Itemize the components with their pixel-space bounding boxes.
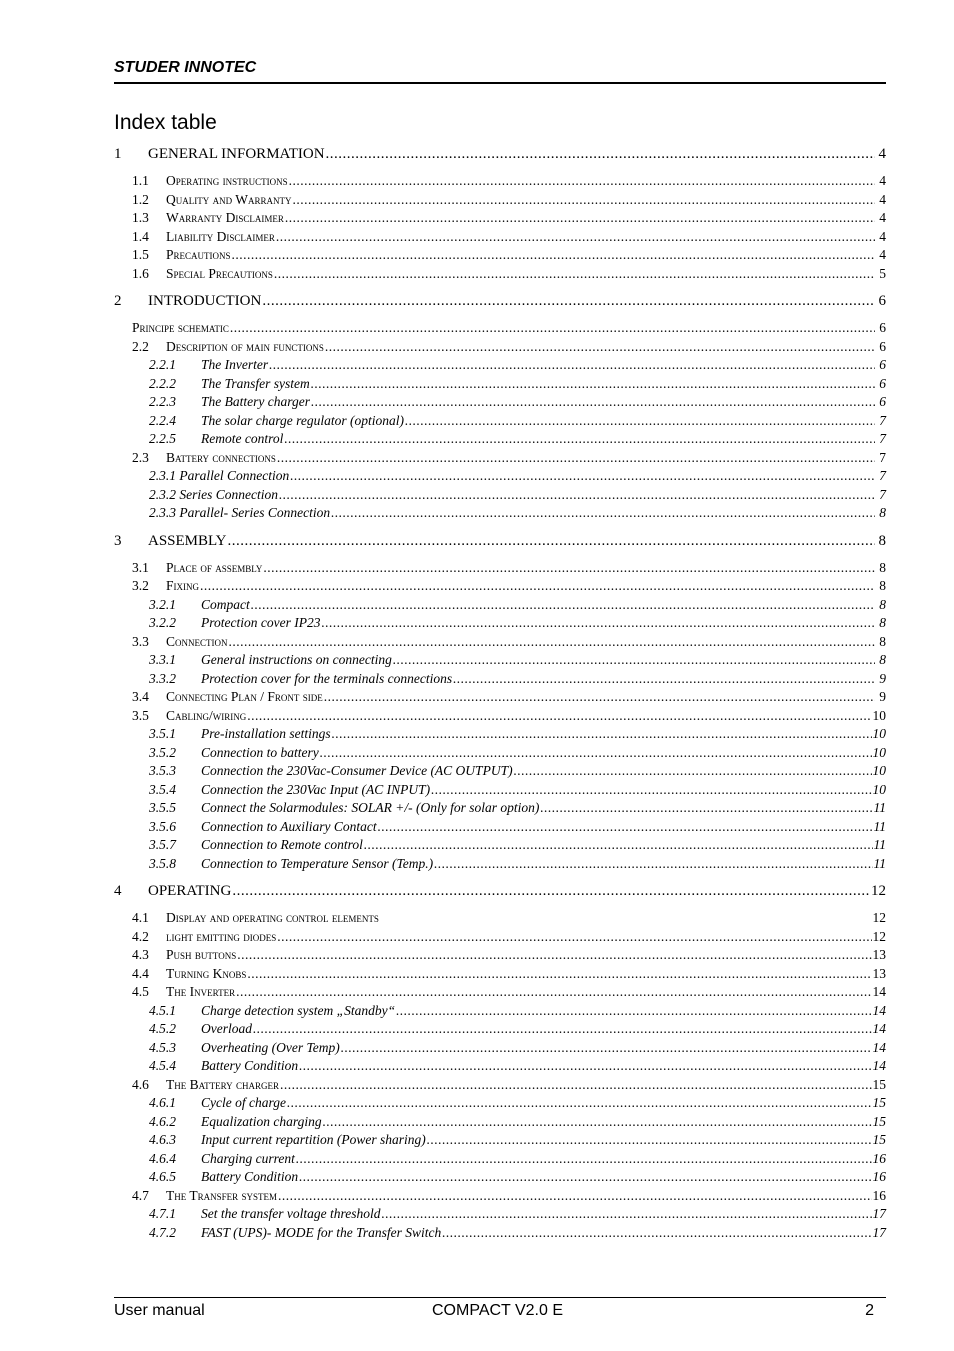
- page-header: [114, 58, 886, 84]
- toc-leader-dots: [277, 449, 875, 468]
- toc-entry-title: Charge detection system „Standby“: [201, 1002, 396, 1018]
- toc-entry-number: 2.3: [132, 449, 149, 465]
- toc-entry[interactable]: [114, 909, 886, 928]
- toc-entry-title: ASSEMBLY: [148, 532, 227, 549]
- toc-leader-dots: [290, 467, 875, 486]
- toc-entry-title: FAST (UPS)- MODE for the Transfer Switch: [201, 1224, 442, 1240]
- toc-entry-number: 3.5.3: [149, 763, 176, 778]
- toc-leader-dots: [393, 651, 875, 670]
- toc-entry[interactable]: [114, 1039, 886, 1058]
- toc-entry-page: 12: [871, 883, 886, 899]
- toc-entry-page: 11: [873, 818, 886, 834]
- toc-entry-page: 9: [879, 670, 886, 686]
- toc-entry[interactable]: [114, 319, 886, 338]
- toc-entry-title: Set the transfer voltage threshold: [201, 1206, 381, 1221]
- toc-entry-title: Connection to Auxiliary Contact: [201, 818, 377, 834]
- toc-entry-title: Protection cover for the terminals connections: [201, 670, 453, 686]
- toc-entry-number: 4.7: [132, 1187, 149, 1203]
- toc-entry-number: 1.1: [132, 173, 149, 188]
- toc-leader-dots: [324, 688, 875, 707]
- toc-entry-page: 14: [872, 1039, 886, 1055]
- toc-leader-dots: [299, 1168, 871, 1187]
- toc-entry-page: 6: [879, 357, 886, 372]
- toc-entry-page: 4: [879, 173, 886, 188]
- toc-entry-title: Equalization charging: [201, 1113, 322, 1129]
- toc-entry-number: 4.4: [132, 965, 149, 981]
- toc-entry[interactable]: [114, 983, 886, 1002]
- footer-document-type: User manual: [114, 1302, 205, 1319]
- toc-entry-title: Liability Disclaimer: [166, 228, 275, 244]
- toc-entry-title: 2.3.2 Series Connection: [149, 486, 278, 502]
- toc-leader-dots: [289, 172, 875, 191]
- toc-leader-dots: [434, 855, 872, 874]
- toc-entry[interactable]: [114, 338, 886, 357]
- toc-entry[interactable]: [114, 1168, 886, 1187]
- toc-entry[interactable]: [114, 688, 886, 707]
- toc-entry-number: 4.7.1: [149, 1206, 176, 1221]
- toc-leader-dots: [299, 1057, 871, 1076]
- toc-entry-page: 11: [873, 855, 886, 871]
- toc-entry-title: Warranty Disclaimer: [166, 210, 284, 225]
- footer-product-version: COMPACT V2.0 E: [432, 1302, 563, 1319]
- toc-entry-page: 15: [872, 1095, 886, 1110]
- toc-entry-number: 4.7.2: [149, 1224, 176, 1240]
- toc-entry-number: 2.2.1: [149, 357, 176, 372]
- toc-entry[interactable]: [114, 412, 886, 431]
- toc-entry-title: General instructions on connecting: [201, 652, 392, 667]
- toc-entry-page: 13: [872, 965, 886, 981]
- toc-leader-dots: [431, 781, 871, 800]
- toc-leader-dots: [263, 559, 875, 578]
- toc-entry[interactable]: [114, 881, 886, 901]
- toc-leader-dots: [364, 836, 873, 855]
- toc-entry-page: 8: [879, 559, 886, 575]
- toc-entry[interactable]: [114, 228, 886, 247]
- toc-leader-dots: [236, 983, 871, 1002]
- toc-entry-title: light emitting diodes: [166, 928, 277, 944]
- toc-entry[interactable]: [114, 1094, 886, 1113]
- toc-entry-number: 3.2: [132, 578, 149, 593]
- toc-entry-title: Description of main functions: [166, 338, 324, 354]
- toc-entry[interactable]: [114, 577, 886, 596]
- toc-entry-page: 10: [872, 744, 886, 760]
- toc-entry-number: 3.5.8: [149, 855, 176, 871]
- toc-entry-page: 6: [879, 394, 886, 409]
- toc-entry[interactable]: [114, 531, 886, 551]
- toc-entry[interactable]: [114, 449, 886, 468]
- toc-entry[interactable]: [114, 191, 886, 210]
- toc-leader-dots: [277, 928, 871, 947]
- toc-entry-number: 3.5.5: [149, 800, 176, 815]
- page-footer: [114, 1297, 886, 1319]
- toc-entry-page: 8: [879, 505, 886, 520]
- toc-entry-title: Connection to battery: [201, 744, 319, 760]
- brand-name: STUDER INNOTEC: [114, 59, 257, 76]
- toc-entry-title: Connecting Plan / Front side: [166, 689, 323, 704]
- toc-entry-number: 1.2: [132, 191, 149, 207]
- toc-entry-title: The Battery charger: [201, 394, 310, 409]
- toc-entry-title: Compact: [201, 596, 250, 612]
- toc-entry-title: The Inverter: [201, 357, 269, 372]
- toc-entry-page: 14: [872, 1058, 886, 1073]
- toc-leader-dots: [405, 412, 875, 431]
- toc-entry[interactable]: [114, 946, 886, 965]
- toc-entry[interactable]: [114, 596, 886, 615]
- toc-leader-dots: [278, 1187, 871, 1206]
- toc-leader-dots: [514, 762, 872, 781]
- footer-page-number: 2: [865, 1302, 874, 1319]
- toc-entry-page: 8: [879, 596, 886, 612]
- toc-entry[interactable]: [114, 144, 886, 164]
- toc-entry-title: Quality and Warranty: [166, 191, 292, 207]
- toc-entry[interactable]: [114, 1187, 886, 1206]
- toc-entry-page: 6: [879, 375, 886, 391]
- toc-entry[interactable]: [114, 246, 886, 265]
- toc-entry[interactable]: [114, 707, 886, 726]
- toc-entry-title: Special Precautions: [166, 265, 273, 281]
- toc-entry-title: 2.3.1 Parallel Connection: [149, 468, 290, 483]
- toc-entry[interactable]: [114, 965, 886, 984]
- toc-leader-dots: [378, 818, 873, 837]
- toc-leader-dots: [287, 1094, 872, 1113]
- toc-entry-page: 8: [878, 532, 886, 549]
- toc-entry-number: 3.2.2: [149, 615, 176, 630]
- toc-leader-dots: [253, 1020, 872, 1039]
- toc-entry-title: Overheating (Over Temp): [201, 1039, 340, 1055]
- toc-entry[interactable]: [114, 504, 886, 523]
- toc-entry-page: 10: [872, 763, 886, 778]
- toc-entry-page: 15: [872, 1132, 886, 1147]
- toc-leader-dots: [453, 670, 875, 689]
- toc-entry-page: 16: [872, 1169, 886, 1184]
- toc-entry-number: 3.5.1: [149, 726, 176, 741]
- toc-entry-page: 12: [872, 910, 886, 925]
- toc-entry-title: Precautions: [166, 247, 231, 262]
- toc-entry[interactable]: [114, 430, 886, 449]
- toc-entry[interactable]: [114, 928, 886, 947]
- toc-entry-number: 1: [114, 146, 122, 162]
- toc-entry-page: 15: [872, 1113, 886, 1129]
- toc-entry-page: 7: [879, 449, 886, 465]
- toc-entry[interactable]: [114, 393, 886, 412]
- toc-entry-page: 9: [879, 689, 886, 704]
- toc-entry-number: 4.1: [132, 910, 149, 925]
- toc-entry-number: 4.6.1: [149, 1095, 176, 1110]
- toc-leader-dots: [331, 504, 875, 523]
- toc-entry-page: 4: [878, 146, 886, 162]
- toc-entry-number: 4.6: [132, 1076, 149, 1092]
- toc-entry-number: 3.3.1: [149, 652, 176, 667]
- toc-entry[interactable]: [114, 836, 886, 855]
- toc-entry-number: 2.2.4: [149, 412, 176, 428]
- toc-entry-page: 17: [872, 1224, 886, 1240]
- toc-entry-page: 4: [879, 228, 886, 244]
- toc-entry-page: 8: [879, 633, 886, 649]
- toc-entry-number: 2: [114, 293, 122, 309]
- toc-entry-number: 4.5.4: [149, 1058, 176, 1073]
- toc-entry-number: 2.2: [132, 338, 149, 354]
- toc-entry-title: Pre-installation settings: [201, 726, 331, 741]
- toc-entry-page: 10: [872, 726, 886, 741]
- toc-entry-title: Connect the Solarmodules: SOLAR +/- (Only for solar option): [201, 800, 540, 815]
- toc-entry-number: 3: [114, 532, 122, 549]
- toc-entry[interactable]: [114, 1205, 886, 1224]
- toc-entry-number: 4.5: [132, 984, 149, 999]
- toc-leader-dots: [274, 265, 875, 284]
- toc-entry-page: 7: [879, 486, 886, 502]
- toc-leader-dots: [442, 1224, 871, 1243]
- toc-entry[interactable]: [114, 467, 886, 486]
- toc-entry-page: 4: [879, 191, 886, 207]
- toc-entry-page: 14: [872, 1021, 886, 1036]
- toc-leader-dots: [228, 531, 875, 551]
- toc-entry[interactable]: [114, 1020, 886, 1039]
- toc-entry-number: 4.6.2: [149, 1113, 176, 1129]
- toc-entry-page: 8: [879, 652, 886, 667]
- toc-leader-dots: [280, 1076, 871, 1095]
- toc-entry[interactable]: [114, 651, 886, 670]
- toc-leader-dots: [229, 633, 876, 652]
- toc-entry-page: 12: [872, 928, 886, 944]
- toc-entry-title: Cycle of charge: [201, 1095, 286, 1110]
- toc-entry-page: 10: [872, 707, 886, 723]
- toc-entry-number: 4.3: [132, 947, 149, 962]
- toc-entry-title: Input current repartition (Power sharing): [201, 1132, 426, 1147]
- toc-entry[interactable]: [114, 1131, 886, 1150]
- toc-entry-page: 6: [879, 338, 886, 354]
- toc-entry-page: 7: [879, 468, 886, 483]
- toc-entry-page: 13: [872, 947, 886, 962]
- toc-entry[interactable]: [114, 291, 886, 311]
- toc-entry-number: 4.5.2: [149, 1021, 176, 1036]
- toc-leader-dots: [381, 1205, 871, 1224]
- toc-entry-title: Turning Knobs: [166, 965, 247, 981]
- toc-leader-dots: [262, 291, 875, 311]
- toc-entry-title: Display and operating control elements: [166, 910, 379, 925]
- toc-entry-title: Charging current: [201, 1150, 295, 1166]
- toc-leader-dots: [540, 799, 872, 818]
- toc-entry-page: 16: [872, 1150, 886, 1166]
- toc-entry[interactable]: [114, 1076, 886, 1095]
- table-of-contents: [114, 142, 886, 1242]
- toc-entry-number: 3.4: [132, 689, 149, 704]
- toc-leader-dots: [396, 1002, 871, 1021]
- toc-leader-dots: [247, 965, 871, 984]
- toc-entry-title: INTRODUCTION: [148, 293, 262, 309]
- toc-entry-title: OPERATING: [148, 883, 232, 899]
- page-title: Index table: [114, 111, 217, 134]
- toc-entry-page: 6: [879, 320, 886, 335]
- toc-entry-page: 11: [873, 837, 886, 852]
- toc-entry-number: 3.1: [132, 559, 149, 575]
- toc-entry-title: The Transfer system: [166, 1187, 278, 1203]
- toc-entry-page: 7: [879, 431, 886, 446]
- toc-entry[interactable]: [114, 781, 886, 800]
- toc-entry-number: 3.2.1: [149, 596, 176, 612]
- toc-leader-dots: [269, 356, 875, 375]
- toc-entry-title: Connection to Temperature Sensor (Temp.): [201, 855, 434, 871]
- toc-leader-dots: [311, 375, 875, 394]
- toc-leader-dots: [321, 614, 875, 633]
- toc-entry-page: 5: [879, 265, 886, 281]
- toc-entry[interactable]: [114, 1113, 886, 1132]
- toc-entry-title: Remote control: [201, 431, 284, 446]
- toc-entry[interactable]: [114, 1002, 886, 1021]
- toc-entry-title: Connection to Remote control: [201, 837, 363, 852]
- toc-entry[interactable]: [114, 799, 886, 818]
- toc-entry-page: 10: [872, 781, 886, 797]
- toc-entry-title: Battery Condition: [201, 1169, 299, 1184]
- toc-leader-dots: [325, 338, 875, 357]
- toc-entry[interactable]: [114, 1224, 886, 1243]
- toc-entry-title: Push buttons: [166, 947, 237, 962]
- toc-entry-number: 4.6.5: [149, 1169, 176, 1184]
- toc-leader-dots: [293, 191, 876, 210]
- toc-entry-title: Battery Condition: [201, 1058, 299, 1073]
- toc-entry-title: Place of assembly: [166, 559, 263, 575]
- toc-entry[interactable]: [114, 559, 886, 578]
- toc-entry-title: The solar charge regulator (optional): [201, 412, 404, 428]
- toc-entry-number: 3.5.2: [149, 744, 176, 760]
- toc-entry-number: 2.2.3: [149, 394, 176, 409]
- toc-entry-page: 8: [879, 578, 886, 593]
- toc-leader-dots: [284, 430, 875, 449]
- toc-leader-dots: [332, 725, 872, 744]
- toc-entry-title: The Inverter: [166, 984, 236, 999]
- toc-entry-title: Principe schematic: [132, 320, 229, 335]
- toc-leader-dots: [251, 596, 875, 615]
- toc-entry-number: 1.5: [132, 247, 149, 262]
- toc-entry-title: Overload: [201, 1021, 252, 1036]
- toc-entry-page: 8: [879, 615, 886, 630]
- toc-entry[interactable]: [114, 265, 886, 284]
- toc-entry-page: 4: [879, 247, 886, 262]
- toc-entry-page: 14: [872, 1002, 886, 1018]
- toc-entry-number: 4.6.4: [149, 1150, 176, 1166]
- toc-entry[interactable]: [114, 762, 886, 781]
- toc-entry-number: 1.4: [132, 228, 149, 244]
- toc-entry-title: The Transfer system: [201, 375, 310, 391]
- toc-leader-dots: [323, 1113, 872, 1132]
- toc-entry-number: 3.3: [132, 633, 149, 649]
- toc-entry-number: 4.5.1: [149, 1002, 176, 1018]
- toc-entry[interactable]: [114, 818, 886, 837]
- toc-leader-dots: [230, 319, 875, 338]
- toc-leader-dots: [200, 577, 875, 596]
- toc-entry-number: 3.5.4: [149, 781, 176, 797]
- toc-entry[interactable]: [114, 670, 886, 689]
- toc-leader-dots: [279, 486, 875, 505]
- toc-leader-dots: [427, 1131, 872, 1150]
- toc-entry-title: 2.3.3 Parallel- Series Connection: [149, 505, 331, 520]
- toc-entry-page: 11: [873, 800, 886, 815]
- toc-entry[interactable]: [114, 744, 886, 763]
- toc-leader-dots: [296, 1150, 872, 1169]
- toc-leader-dots: [285, 209, 875, 228]
- toc-entry-page: 7: [879, 412, 886, 428]
- toc-entry-page: 17: [872, 1206, 886, 1221]
- toc-leader-dots: [247, 707, 871, 726]
- toc-entry-number: 3.5.7: [149, 837, 176, 852]
- toc-entry-page: 4: [879, 210, 886, 225]
- toc-leader-dots: [232, 246, 875, 265]
- toc-entry-number: 1.3: [132, 210, 149, 225]
- toc-entry-number: 3.5.6: [149, 818, 176, 834]
- toc-entry[interactable]: [114, 209, 886, 228]
- toc-entry-number: 2.2.2: [149, 375, 176, 391]
- toc-entry-number: 4.5.3: [149, 1039, 176, 1055]
- toc-entry-number: 3.3.2: [149, 670, 176, 686]
- toc-entry-page: 14: [872, 984, 886, 999]
- toc-entry-title: Connection the 230Vac Input (AC INPUT): [201, 781, 431, 797]
- toc-leader-dots: [232, 881, 870, 901]
- toc-entry[interactable]: [114, 614, 886, 633]
- toc-entry-number: 2.2.5: [149, 431, 176, 446]
- toc-leader-dots: [320, 744, 872, 763]
- toc-entry-number: 1.6: [132, 265, 149, 281]
- toc-entry[interactable]: [114, 725, 886, 744]
- toc-entry[interactable]: [114, 356, 886, 375]
- toc-entry-title: Fixing: [166, 578, 200, 593]
- toc-entry-title: Cabling/wiring: [166, 707, 247, 723]
- toc-entry-number: 3.5: [132, 707, 149, 723]
- toc-leader-dots: [311, 393, 875, 412]
- toc-entry-title: Connection: [166, 633, 228, 649]
- toc-entry-page: 6: [878, 293, 886, 309]
- toc-entry[interactable]: [114, 855, 886, 874]
- toc-entry[interactable]: [114, 375, 886, 394]
- toc-entry[interactable]: [114, 172, 886, 191]
- toc-entry-title: Connection the 230Vac-Consumer Device (AC OUTPUT): [201, 763, 513, 778]
- toc-entry[interactable]: [114, 486, 886, 505]
- toc-entry[interactable]: [114, 633, 886, 652]
- toc-entry-title: Battery connections: [166, 449, 276, 465]
- toc-entry-page: 15: [872, 1076, 886, 1092]
- toc-leader-dots: [237, 946, 871, 965]
- toc-leader-dots: [276, 228, 875, 247]
- toc-leader-dots: [326, 144, 875, 164]
- toc-leader-dots: [341, 1039, 872, 1058]
- toc-entry-title: Operating instructions: [166, 173, 288, 188]
- toc-entry-number: 4.2: [132, 928, 149, 944]
- toc-entry-number: 4.6.3: [149, 1132, 176, 1147]
- toc-entry[interactable]: [114, 1150, 886, 1169]
- toc-entry-number: 4: [114, 883, 122, 899]
- toc-entry-title: GENERAL INFORMATION: [148, 146, 325, 162]
- toc-entry[interactable]: [114, 1057, 886, 1076]
- toc-entry-title: Protection cover IP23: [201, 615, 321, 630]
- toc-entry-page: 16: [872, 1187, 886, 1203]
- toc-entry-title: The Battery charger: [166, 1076, 280, 1092]
